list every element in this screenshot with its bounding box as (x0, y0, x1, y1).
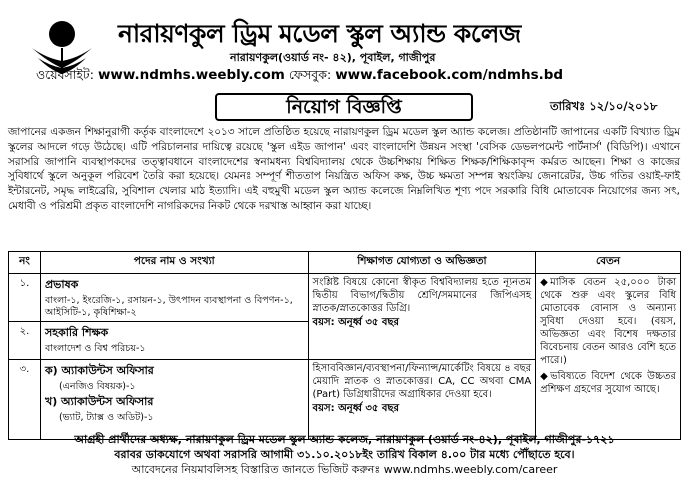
qualification-cell (308, 360, 536, 440)
footer (8, 432, 681, 477)
post-title-a: ক) অ্যাকাউন্টস অফিসার (44, 364, 154, 377)
website-link[interactable]: www.ndmhs.weebly.com (97, 67, 285, 83)
footer-line-2: বরাবর ডাকযোগে অথবা সরাসরি আগামী ৩১.১০.২০১৮ইং তারিখ বিকাল ৪.০০ টার মধ্যে পৌঁছাতে হবে। (114, 448, 575, 461)
school-address: নারায়ণকুল(ওয়ার্ড নং- ৪২), পূবাইল, গাজীপুর (230, 51, 436, 64)
header-qualification: শিক্ষাগত যোগ্যতা ও অভিজ্ঞতা (308, 252, 536, 274)
post-subjects: বাংলা-১, ইংরেজি-১, রসায়ন-১, উৎপাদন ব্যবস্থাপনা ও বিপণন-১, আইসিটি-১, কৃষিশিক্ষা-২ (44, 295, 293, 318)
bullet-icon: ◆ (540, 277, 548, 288)
qualification-cell (308, 274, 536, 360)
table-row (9, 274, 681, 322)
salary-text (540, 276, 676, 367)
post-cell (40, 360, 308, 440)
post-sub-a: (এনজিও বিষয়ক)-১ (58, 381, 136, 392)
footer-line-1: আগ্রহী প্রার্থীদের অধ্যক্ষ, নারায়ণকুল ড্রিম মডেল স্কুল অ্যান্ড কলেজ, নারায়ণকুল (ওয়ার্ড নং-৪২), পূবাইল, গাজীপুর-১৭২১ (74, 433, 615, 446)
qualification-text: সংশ্লিষ্ট বিষয়ে কোনো স্বীকৃত বিশ্ববিদ্যালয় হতে ন্যূনতম দ্বিতীয় বিভাগ/দ্বিতীয় শ্রেণি/সমমানের জিপিএসহ স্নাতক/স্নাতকোত্তর ডিগ্রি। (312, 277, 532, 314)
facebook-label: ফেসবুক: (288, 67, 332, 82)
web-line (36, 67, 563, 87)
bullet-icon: ◆ (540, 371, 548, 382)
age-limit: বয়স: অনূর্ধ্ব ৩৫ বছর (312, 403, 399, 414)
training-detail: ভবিষ্যতে বিদেশ থেকে উচ্চতর প্রশিক্ষণ গ্রহণের সুযোগ আছে। (540, 371, 676, 395)
age-limit: বয়স: অনূর্ধ্ব ৩৫ বছর (312, 317, 399, 328)
header (10, 8, 680, 88)
row-no: ২. (9, 322, 41, 360)
table-header-row (9, 252, 681, 274)
header-post: পদের নাম ও সংখ্যা (40, 252, 308, 274)
intro-paragraph: জাপানের একজন শিক্ষানুরাগী কর্তৃক বাংলাদেশে ২০১৩ সালে প্রতিষ্ঠিত হয়েছে নারায়ণকুল ড্রিম মডেল স্কুল অ্যান্ড কলেজ। প্রতিষ্ঠানটি জাপানের একটি বিখ্যাত ড্রিম স্কুলের আদলে গড়ে উঠেছে। এটি পরিচালনার দায়িত্বে রয়েছে 'স্কুল এইড জাপান' এবং বাংলাদেশি উন্নয়ন সংস্থা 'বেসিক ডেভলপমেন্ট পার্টনার্স' (বিডিপি)। এখানে সরাসরি জাপানি ব্যবস্থাপকদের তত্ত্বাবধানে বাংলাদেশের স্বনামধন্য বিশ্ববিদ্যালয় থেকে উচ্চশিক্ষায় শিক্ষিত শিক্ষক/শিক্ষিকাবৃন্দ কর্মরত আছেন। শিক্ষা ও কাজের সুবিধার্থে স্কুলে অনুকূল পরিবেশ তৈরি করা হয়েছে। যেমনঃ সম্পূর্ণ শীততাপ নিয়ন্ত্রিত অফিস কক্ষ, উচ্চ ক্ষমতা সম্পন্ন স্বয়ংক্রিয় জেনারেটর, উচ্চ গতির ওয়াই-ফাই ইন্টারনেট, সমৃদ্ধ লাইব্রেরি, সুবিশাল খেলার মাঠ ইত্যাদি। এই বহুমুখী মডেল স্কুল অ্যান্ড কলেজে নিম্নলিখিত শূণ্য পদে সরকারি বিধি মোতাবেক নিয়োগের জন্য সৎ, মেধাবী ও পরিশ্রমী প্রকৃত বাংলাদেশি নাগরিকদের নিকট থেকে দরখাস্ত আহ্বান করা যাচ্ছে। (8, 126, 680, 212)
facebook-link[interactable]: www.facebook.com/ndmhs.bd (335, 67, 564, 83)
header-no: নং (9, 252, 41, 274)
salary-detail: মাসিক বেতন ২৫,০০০ টাকা থেকে শুরু এবং স্কুলের বিধি মোতাবেক বোনাস ও অন্যান্য সুবিধা দেওয়া হবে। (বয়স, অভিজ্ঞতা এবং বিশেষ দক্ষতার বিবেচনায় বেতন আরও বেশি হতে পারে।) (540, 277, 676, 366)
vacancy-table (8, 251, 681, 440)
row-no: ৩. (9, 360, 41, 440)
training-text (540, 370, 676, 396)
post-title: সহকারি শিক্ষক (44, 326, 109, 339)
post-title-b: খ) অ্যাকাউন্টস অফিসার (44, 395, 154, 408)
notice-title: নিয়োগ বিজ্ঞপ্তি (215, 93, 473, 121)
post-cell (40, 274, 308, 322)
salary-cell (536, 274, 681, 440)
school-name: নারায়ণকুল ড্রিম মডেল স্কুল অ্যান্ড কলেজ (118, 19, 521, 48)
qualification-text: হিসাববিজ্ঞান/ব্যবস্থাপনা/ফিন্যান্স/মার্কেটিং বিষয়ে ৪ বছর মেয়াদি স্নাতক ও স্নাতকোত্তর। CA, CC অথবা CMA (Part) ডিগ্রিধারীদের অগ্রাধিকার দেওয়া হবে। (312, 363, 532, 400)
notice-date: তারিখঃ ১২/১০/২০১৮ (550, 99, 658, 113)
row-no: ১. (9, 274, 41, 322)
website-label: ওয়েবসাইট: (36, 67, 94, 82)
post-title: প্রভাষক (44, 278, 79, 291)
header-salary: বেতন (536, 252, 681, 274)
footer-line-3: আবেদনের নিয়মাবলিসহ বিস্তারিত জানতে ভিজিট করুনঃ www.ndmhs.weebly.com/career (131, 463, 558, 476)
post-subjects: বাংলাদেশ ও বিশ্ব পরিচয়-১ (44, 343, 146, 354)
post-cell (40, 322, 308, 360)
post-sub-b: (ভ্যাট, ট্যাক্স ও অডিট)-১ (58, 412, 154, 423)
